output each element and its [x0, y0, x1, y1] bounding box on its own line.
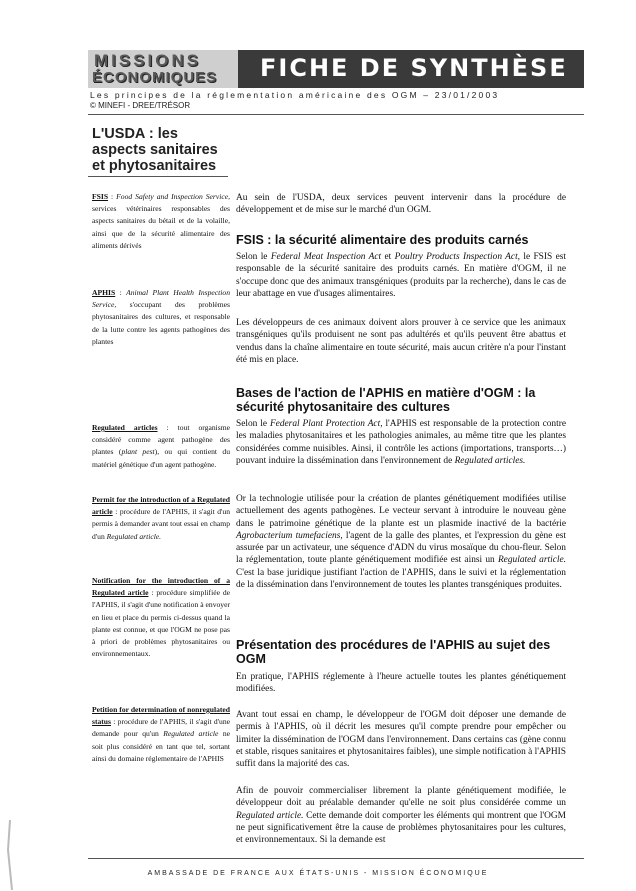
sidebar-def-permit	[92, 494, 230, 543]
text: Or la technologie utilisée pour la création de plantes génétiquement modifiées utilise actuellement des agents pathogènes. Le vecteur servant à introduire le nouveau gène dans le patrimoine génétique de la plante est un plasmide inactivé de la bactérie	[236, 494, 566, 529]
footer-divider	[88, 858, 584, 859]
def-text: : procédure de l'APHIS, il s'agit d'un permis à demander avant tout essai en champ d'un	[92, 507, 230, 541]
italic-text: Agrobacterium tumefaciens	[236, 530, 341, 541]
def-term: Regulated articles	[92, 423, 158, 432]
def-text: s'occupant des problèmes phytosanitaires des cultures, et responsable de la lutte contre les agents pathogènes des plantes	[92, 300, 230, 346]
italic-text: Regulated article.	[497, 555, 566, 566]
def-term: APHIS	[92, 288, 116, 297]
text: C'est la base juridique justifiant l'action de l'APHIS, dans le suivi et la réglementation de la dissémination dans l'environnement de toutes les plantes transgéniques produites.	[236, 567, 566, 591]
italic-text: Poultry Products Inspection Act	[394, 252, 518, 262]
header-banner	[88, 50, 584, 88]
def-expansion: Animal Plant Health Inspection Service,	[92, 288, 230, 310]
paragraph-proc-2: Avant tout essai en champ, le développeur de l'OGM doit déposer une demande de permis à l'APHIS, où il décrit les mesures qu'il compte prendre pour empêcher ou limiter la dissémination de l'OGM dans l'environnement. Dans certains cas (gène connu et stable, risques sanitaires et phytosanitaires faibles), une simple notification à l'APHIS suffit dans la majorité des cas.	[236, 710, 566, 770]
def-text: : procédure simplifiée de l'APHIS, il s'agit d'une notification à envoyer en lieu et place du permis ci-dessus quand la plante est connue, et que l'OGM ne pose pas à priori de problèmes phytosanitaires ou environnementaux.	[92, 588, 230, 659]
sidebar-def-petition	[92, 704, 230, 765]
copyright: © MINEFI - DREE/TRÉSOR	[90, 101, 191, 110]
def-text: ), ou qui contient du matériel génétique d'un agent pathogène.	[92, 447, 231, 469]
intro-paragraph: Au sein de l'USDA, deux services peuvent intervenir dans la procédure de développement et de mise sur le marché d'un OGM.	[236, 193, 566, 216]
sidebar-def-fsis: FSIS : Food Safety and Inspection Service, services vétérinaires responsables des aspects sanitaires du bétail et de la volaille, ainsi que de la sécurité alimentaire des aliments dérivés	[92, 192, 230, 250]
scan-artifact	[4, 820, 18, 890]
text: , l'agent de la galle des plantes, et l'expression du gène est assurée par un activateur, une séquence d'ADN du virus mosaïque du chou-fleur. Selon la réglementation, toute plante génétiquement modifiée est ainsi un	[236, 530, 566, 566]
italic-text: Federal Plant Protection Act	[269, 419, 381, 429]
def-text: : procédure de l'APHIS, il s'agit d'une demande pour qu'un	[92, 717, 230, 739]
def-expansion: Food Safety and Inspection Service,	[116, 192, 230, 201]
def-text: services vétérinaires responsables des aspects sanitaires du bétail et de la volaille, ainsi que de la sécurité alimentaire des aliments dérivés	[92, 204, 230, 250]
text: Selon le	[236, 419, 270, 429]
heading-procedures: Présentation des procédures de l'APHIS au sujet des OGM	[236, 638, 551, 666]
brand-line2: ÉCONOMIQUES	[92, 69, 218, 86]
section-title: L'USDA : les aspects sanitaires et phytosanitaires	[92, 126, 218, 174]
text: et	[381, 252, 395, 262]
def-term: Petition for determination of nonregulated status	[92, 705, 230, 727]
sidebar-def-regulated	[92, 422, 230, 471]
def-term: FSIS	[92, 192, 109, 201]
title-divider	[88, 176, 228, 177]
paragraph-fsis-2: Les développeurs de ces animaux doivent alors prouver à ce service que les animaux transgéniques qu'ils produisent ne sont pas adultérés et qu'ils peuvent être abattus et vendus dans la chaîne alimentaire en toute sécurité, mais aucun critère n'a pour l'instant été mis en place.	[236, 318, 566, 365]
def-term: Permit for the introduction of a Regulated article	[92, 495, 230, 517]
doc-subtitle: Les principes de la réglementation américaine des OGM – 23/01/2003	[90, 90, 500, 100]
paragraph-proc-3	[236, 785, 566, 846]
footer-text: AMBASSADE DE FRANCE AUX ÉTATS-UNIS - MISSION ÉCONOMIQUE	[147, 870, 489, 877]
def-italic: plant pest	[121, 447, 155, 457]
def-italic: Regulated article	[163, 729, 219, 739]
paragraph-aphis-2	[236, 493, 566, 591]
paragraph-fsis-1	[236, 251, 566, 300]
italic-text: Regulated articles.	[454, 455, 526, 466]
text: Afin de pouvoir commercialiser librement la plante génétiquement modifiée, le développeur doit au préalable demander qu'elle ne soit plus considérée comme un	[236, 786, 566, 809]
heading-fsis: FSIS : la sécurité alimentaire des produits carnés	[236, 233, 529, 247]
text: , l'APHIS est responsable de la protection contre les maladies phytosanitaires et les pathologies animales, au même titre que les plantes considérées comme nuisibles. Ainsi, il contrôle les actions (importations, transports…) pouvant induire la dissémination dans l'environnement de	[236, 419, 566, 466]
doc-type-title: FICHE DE SYNTHÈSE	[260, 54, 568, 82]
paragraph-proc-1: En pratique, l'APHIS réglemente à l'heure actuelle toutes les plantes génétiquement modifiées.	[236, 672, 566, 695]
paragraph-aphis-1	[236, 418, 566, 467]
def-italic: Regulated article.	[106, 531, 162, 541]
def-text: : tout organisme considéré comme agent pathogène des plantes (	[92, 423, 230, 457]
text: , le FSIS est responsable de la sécurité sanitaire des produits carnés. En matière d'OGM, il ne s'occupe donc que des animaux transgéniques (produits par la recherche), dans le cas de leur abattage en vue d'usages alimentaires.	[236, 252, 566, 299]
italic-text: Regulated article.	[236, 810, 304, 821]
def-term: Notification for the introduction of a Regulated article	[92, 576, 230, 598]
sidebar-def-notification	[92, 575, 230, 660]
brand-logo	[88, 50, 238, 88]
italic-text: Federal Meat Inspection Act	[270, 252, 382, 262]
text: Cette demande doit comporter les éléments qui montrent que l'OGM ne peut significativement être la cause de problèmes phytosanitaires pour les cultures, et environnementaux. Si la demande est	[236, 810, 566, 846]
brand-line1: MISSIONS	[94, 51, 202, 70]
def-text: ne soit plus considéré en tant que tel, sortant ainsi du domaine réglementaire de l'APHIS	[92, 729, 230, 763]
heading-aphis: Bases de l'action de l'APHIS en matière d'OGM : la sécurité phytosanitaire des cultures	[236, 386, 536, 414]
text: Selon le	[236, 252, 271, 262]
header-divider	[88, 114, 584, 115]
sidebar-def-aphis: APHIS : Animal Plant Health Inspection Service, s'occupant des problèmes phytosanitaires des cultures, et responsable de la lutte contre les agents pathogènes des plantes	[92, 288, 230, 346]
